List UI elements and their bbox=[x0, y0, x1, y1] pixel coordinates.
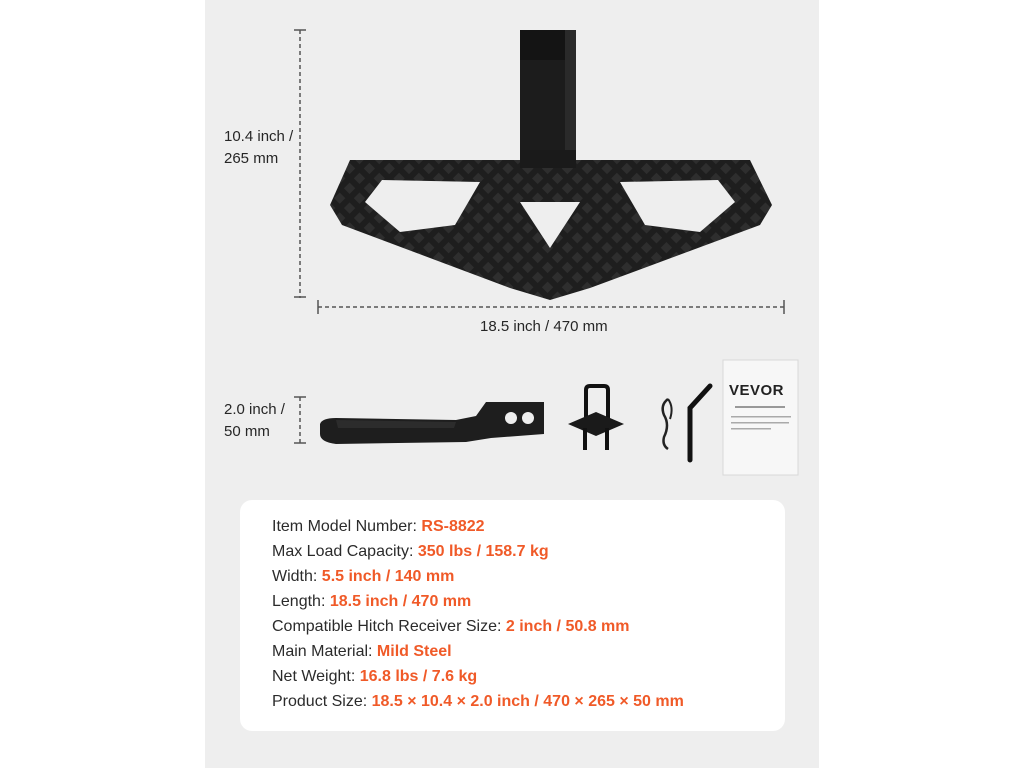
spec-row bbox=[272, 543, 549, 561]
width-dimension-line bbox=[316, 299, 786, 315]
height-label-mm: 265 mm bbox=[224, 150, 279, 167]
spec-value: 18.5 inch / 470 mm bbox=[329, 593, 472, 610]
hitch-step-side-view bbox=[316, 398, 546, 448]
thickness-label-inch: 2.0 inch / bbox=[224, 401, 285, 418]
specifications-card bbox=[240, 500, 785, 731]
height-dimension-line bbox=[292, 28, 312, 298]
vevor-logo: VEVOR bbox=[729, 382, 785, 399]
thickness-dimension-label bbox=[224, 399, 285, 443]
spec-value: RS-8822 bbox=[421, 518, 485, 535]
hitch-clip-icon bbox=[656, 397, 680, 452]
hitch-step-top-view bbox=[310, 20, 790, 300]
spec-row bbox=[272, 618, 629, 636]
spec-label: Item Model Number: bbox=[272, 518, 422, 535]
anti-rattle-clamp-icon bbox=[566, 384, 626, 454]
manual-sheet bbox=[723, 360, 798, 475]
spec-label: Net Weight: bbox=[272, 668, 360, 685]
width-dimension-label: 18.5 inch / 470 mm bbox=[480, 318, 608, 335]
height-label-inch: 10.4 inch / bbox=[224, 128, 294, 145]
spec-value: 5.5 inch / 140 mm bbox=[321, 568, 455, 585]
spec-row bbox=[272, 593, 471, 611]
spec-label: Max Load Capacity: bbox=[272, 543, 418, 560]
spec-row bbox=[272, 693, 684, 711]
thickness-dimension-line bbox=[292, 395, 312, 455]
spec-value: 18.5 × 10.4 × 2.0 inch / 470 × 265 × 50 mm bbox=[371, 693, 684, 710]
spec-label: Length: bbox=[272, 593, 330, 610]
spec-label: Compatible Hitch Receiver Size: bbox=[272, 618, 506, 635]
spec-value: 350 lbs / 158.7 kg bbox=[417, 543, 549, 560]
height-dimension-label bbox=[224, 126, 293, 170]
spec-row bbox=[272, 668, 477, 686]
spec-value: 16.8 lbs / 7.6 kg bbox=[359, 668, 478, 685]
thickness-label-mm: 50 mm bbox=[224, 423, 270, 440]
spec-row bbox=[272, 568, 454, 586]
spec-row bbox=[272, 518, 485, 536]
instruction-manual bbox=[723, 360, 798, 475]
spec-value: Mild Steel bbox=[376, 643, 452, 660]
hitch-pin-icon bbox=[680, 378, 720, 463]
spec-row bbox=[272, 643, 452, 661]
spec-label: Width: bbox=[272, 568, 322, 585]
spec-label: Product Size: bbox=[272, 693, 372, 710]
spec-value: 2 inch / 50.8 mm bbox=[505, 618, 630, 635]
spec-label: Main Material: bbox=[272, 643, 377, 660]
